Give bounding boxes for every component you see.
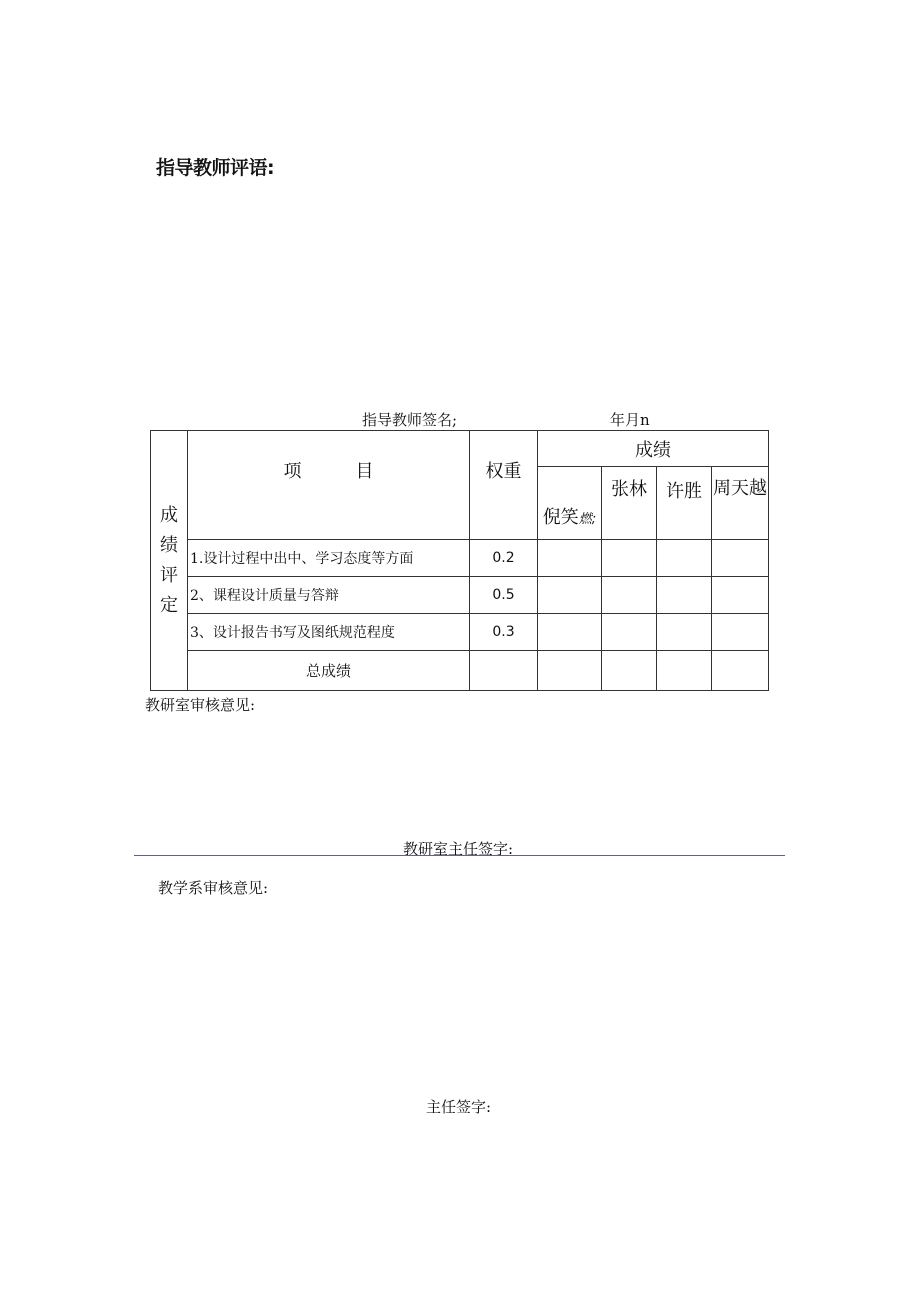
student-name-suffix: 燃; xyxy=(578,512,597,527)
item-cell: 1.设计过程中出中、学习态度等方面 xyxy=(188,540,470,577)
weight-cell: 0.2 xyxy=(470,540,538,577)
grade-evaluation-table xyxy=(150,430,769,691)
student-name: 周天越 xyxy=(713,478,767,499)
date-label: 年月n xyxy=(610,411,650,429)
side-label-char: 定 xyxy=(160,594,178,616)
score-cell[interactable] xyxy=(602,614,657,651)
score-cell[interactable] xyxy=(657,614,712,651)
item-cell: 3、设计报告书写及图纸规范程度 xyxy=(188,614,470,651)
score-cell[interactable] xyxy=(712,540,769,577)
score-cell[interactable] xyxy=(657,577,712,614)
total-score-label: 总成绩 xyxy=(188,651,470,691)
student-header xyxy=(712,467,769,540)
student-name: 许胜 xyxy=(666,481,702,502)
weight-cell: 0.5 xyxy=(470,577,538,614)
student-name: 张林 xyxy=(611,479,647,500)
score-cell[interactable] xyxy=(602,540,657,577)
score-cell[interactable] xyxy=(712,614,769,651)
student-name: 倪笑 xyxy=(542,507,579,528)
score-cell[interactable] xyxy=(602,577,657,614)
department-review-label: 教学系审核意见: xyxy=(158,879,269,897)
total-score-cell[interactable] xyxy=(657,651,712,691)
total-score-cell[interactable] xyxy=(602,651,657,691)
director-signature-label: 主任签字: xyxy=(426,1098,492,1116)
score-cell[interactable] xyxy=(538,577,602,614)
side-label-char: 成 xyxy=(160,504,178,526)
teaching-office-review-label: 教研室审核意见: xyxy=(145,696,256,714)
student-header xyxy=(657,467,712,540)
student-header xyxy=(538,467,602,540)
weight-column-header: 权重 xyxy=(470,431,538,540)
item-cell: 2、课程设计质量与答辩 xyxy=(188,577,470,614)
score-cell[interactable] xyxy=(657,540,712,577)
item-column-header: 项 目 xyxy=(188,431,470,540)
total-score-cell[interactable] xyxy=(712,651,769,691)
score-cell[interactable] xyxy=(712,577,769,614)
side-label-char: 评 xyxy=(160,564,178,586)
score-cell[interactable] xyxy=(538,614,602,651)
student-header xyxy=(602,467,657,540)
score-cell[interactable] xyxy=(538,540,602,577)
total-weight-cell xyxy=(470,651,538,691)
total-score-cell[interactable] xyxy=(538,651,602,691)
grade-evaluation-side-label xyxy=(151,431,188,691)
score-column-header: 成绩 xyxy=(538,431,769,467)
side-label-char: 绩 xyxy=(160,534,178,556)
advisor-signature-label: 指导教师签名; xyxy=(362,411,458,429)
weight-cell: 0.3 xyxy=(470,614,538,651)
advisor-comment-label: 指导教师评语: xyxy=(156,157,275,179)
teaching-office-director-signature-label: 教研室主任签字: xyxy=(403,840,514,858)
section-divider xyxy=(134,855,785,856)
